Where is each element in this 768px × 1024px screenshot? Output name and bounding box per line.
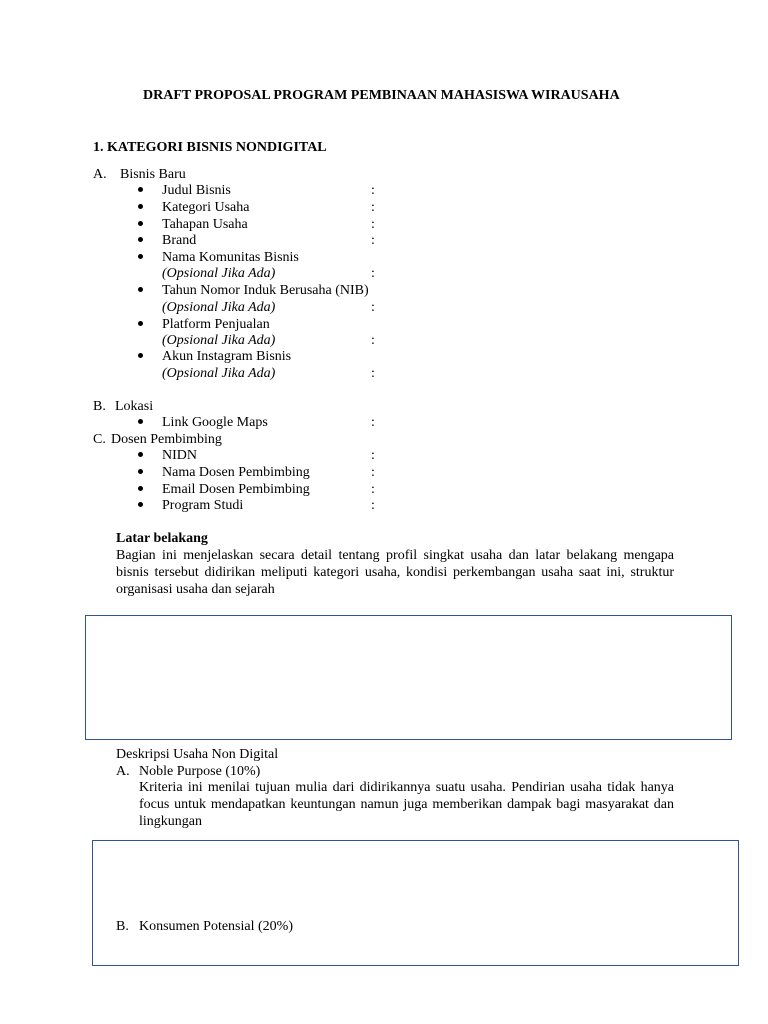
field-note: (Opsional Jika Ada) — [162, 266, 276, 281]
bullet-icon — [138, 237, 143, 242]
field-note: (Opsional Jika Ada) — [162, 300, 276, 315]
field-label: Tahun Nomor Induk Berusaha (NIB) — [162, 283, 369, 298]
field-colon: : — [371, 200, 375, 215]
noble-purpose-label: Noble Purpose (10%) — [139, 764, 261, 779]
field-label: Platform Penjualan — [162, 317, 270, 332]
list-marker-a: A. — [116, 764, 130, 779]
subsection-label-bisnis-baru: Bisnis Baru — [120, 167, 186, 182]
field-label: NIDN — [162, 448, 197, 463]
paragraph-line: focus untuk mendapatkan keuntungan namun juga memberikan dampak bagi masyarakat dan — [139, 797, 674, 812]
field-label: Tahapan Usaha — [162, 217, 248, 232]
document-title: DRAFT PROPOSAL PROGRAM PEMBINAAN MAHASISWA WIRAUSAHA — [143, 88, 620, 103]
field-colon: : — [371, 482, 375, 497]
latar-belakang-answer-box[interactable] — [85, 615, 732, 740]
field-note: (Opsional Jika Ada) — [162, 366, 276, 381]
field-label: Akun Instagram Bisnis — [162, 349, 292, 364]
field-colon: : — [371, 415, 375, 430]
list-marker-a: A. — [93, 167, 107, 182]
field-label: Nama Komunitas Bisnis — [162, 250, 299, 265]
noble-purpose-paragraph — [139, 779, 674, 830]
field-label: Email Dosen Pembimbing — [162, 482, 310, 497]
field-colon: : — [371, 448, 375, 463]
field-colon: : — [371, 233, 375, 248]
field-label: Brand — [162, 233, 197, 248]
bullet-icon — [138, 254, 143, 259]
bullet-icon — [138, 452, 143, 457]
field-label: Program Studi — [162, 498, 244, 513]
bullet-icon — [138, 321, 143, 326]
field-colon: : — [371, 183, 375, 198]
bullet-icon — [138, 353, 143, 358]
bullet-icon — [138, 469, 143, 474]
paragraph-line: organisasi usaha dan sejarah — [116, 582, 275, 597]
paragraph-line: lingkungan — [139, 814, 202, 829]
bullet-icon — [138, 287, 143, 292]
list-marker-b: B. — [93, 399, 106, 414]
latar-belakang-paragraph — [116, 547, 674, 598]
bullet-icon — [138, 221, 143, 226]
subsection-label-dosen: Dosen Pembimbing — [111, 432, 222, 447]
field-colon: : — [371, 366, 375, 381]
field-colon: : — [371, 300, 375, 315]
field-colon: : — [371, 333, 375, 348]
field-colon: : — [371, 217, 375, 232]
bullet-icon — [138, 502, 143, 507]
deskripsi-heading: Deskripsi Usaha Non Digital — [116, 747, 279, 762]
paragraph-line: bisnis tersebut didirikan meliputi kategori usaha, kondisi perkembangan usaha saat ini, struktur — [116, 565, 674, 580]
subsection-label-lokasi: Lokasi — [115, 399, 154, 414]
field-label: Kategori Usaha — [162, 200, 250, 215]
bullet-icon — [138, 187, 143, 192]
field-label: Judul Bisnis — [162, 183, 231, 198]
field-colon: : — [371, 266, 375, 281]
field-colon: : — [371, 498, 375, 513]
paragraph-line: Kriteria ini menilai tujuan mulia dari didirikannya suatu usaha. Pendirian usaha tidak hanya — [139, 780, 674, 795]
field-label: Nama Dosen Pembimbing — [162, 465, 310, 480]
noble-purpose-answer-box[interactable] — [92, 840, 739, 966]
list-marker-c: C. — [93, 432, 106, 447]
latar-belakang-heading: Latar belakang — [116, 531, 208, 546]
field-note: (Opsional Jika Ada) — [162, 333, 276, 348]
list-marker-b: B. — [116, 919, 129, 934]
bullet-icon — [138, 419, 143, 424]
bullet-icon — [138, 204, 143, 209]
section-heading: 1. KATEGORI BISNIS NONDIGITAL — [93, 140, 327, 155]
field-label: Link Google Maps — [162, 415, 268, 430]
paragraph-line: Bagian ini menjelaskan secara detail tentang profil singkat usaha dan latar belakang mengapa — [116, 548, 674, 563]
bullet-icon — [138, 486, 143, 491]
field-colon: : — [371, 465, 375, 480]
konsumen-potensial-label: Konsumen Potensial (20%) — [139, 919, 293, 934]
